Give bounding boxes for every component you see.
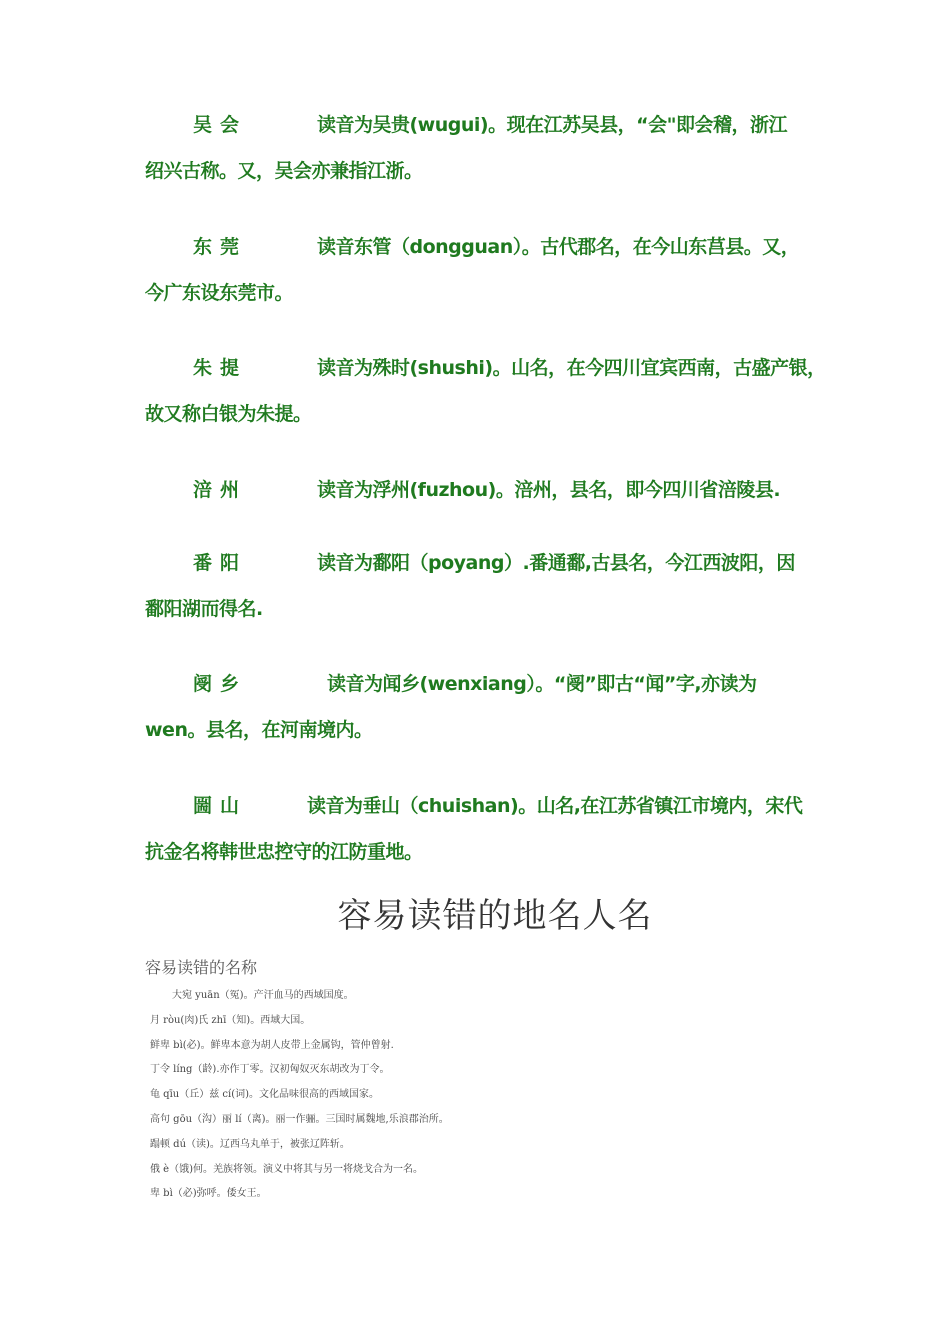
list-item: 卑 bì（必)弥呼。倭女王。 (150, 1188, 267, 1200)
place-name-entry (145, 224, 815, 316)
place-name-entry (145, 345, 826, 437)
entry-term: 朱提 (193, 357, 248, 379)
entry-description: 读音为吴贵(wugui)。现在江苏吴县，“会"即会稽，浙江 (317, 114, 787, 136)
place-name-entry (145, 467, 815, 513)
entry-continuation: 今广东设东莞市。 (145, 282, 294, 304)
entry-description: 读音为鄱阳（poyang）.番通鄱,古县名，今江西波阳，因 (317, 552, 795, 574)
place-name-entry (145, 783, 815, 875)
list-item: 丁令 líng（龄).亦作丁零。汉初匈奴灭东胡改为丁令。 (150, 1064, 390, 1076)
entry-term: 番阳 (193, 552, 248, 574)
entry-continuation: 鄱阳湖而得名. (145, 598, 263, 620)
list-item: 鲜卑 bì(必)。鲜卑本意为胡人皮带上金属钩，管仲曾射. (150, 1039, 394, 1051)
list-item: 高句 gōu（沟）丽 lí（离)。丽一作骊。三国时属魏地,乐浪郡治所。 (150, 1113, 449, 1125)
entry-term: 圌山 (193, 795, 248, 817)
entry-continuation: 抗金名将韩世忠控守的江防重地。 (145, 841, 423, 863)
entry-continuation: 故又称白银为朱提。 (145, 403, 312, 425)
entry-term: 涪州 (193, 479, 248, 501)
entry-description: 读音为浮州(fuzhou)。涪州，县名，即今四川省涪陵县. (317, 479, 781, 501)
list-item: 蹋顿 dú（读)。辽西乌丸单于，被张辽阵斩。 (150, 1138, 350, 1150)
list-item: 月 ròu(肉)氏 zhī（知)。西域大国。 (150, 1014, 311, 1026)
page-title: 容易读错的地名人名 (337, 896, 653, 936)
entry-continuation: wen。县名，在河南境内。 (145, 719, 373, 741)
entry-term: 阌乡 (193, 673, 248, 695)
entry-description: 读音为闻乡(wenxiang）。“阌”即古“闻”字,亦读为 (327, 673, 757, 695)
entry-continuation: 绍兴古称。又，吴会亦兼指江浙。 (145, 160, 423, 182)
place-name-entry (145, 540, 815, 632)
entry-term: 东莞 (193, 236, 248, 258)
place-name-entry (145, 102, 815, 194)
section-heading: 容易读错的名称 (145, 958, 258, 977)
list-item: 龟 qīu（丘）兹 cí(词)。文化品味很高的西域国家。 (150, 1089, 379, 1101)
entry-description: 读音为垂山（chuishan)。山名,在江苏省镇江市境内，宋代 (307, 795, 803, 817)
list-item: 俄 è（饿)何。羌族将领。演义中将其与另一将烧戈合为一名。 (150, 1163, 423, 1175)
place-name-entry (145, 661, 815, 753)
entry-description: 读音为殊时(shushi)。山名，在今四川宜宾西南，古盛产银， (317, 357, 826, 379)
entry-term: 吴会 (193, 114, 248, 136)
entry-description: 读音东管（dongguan）。古代郡名，在今山东莒县。又， (317, 236, 800, 258)
list-item: 大宛 yuān（冤)。产汗血马的西域国度。 (172, 990, 354, 1001)
name-list (150, 986, 790, 1209)
